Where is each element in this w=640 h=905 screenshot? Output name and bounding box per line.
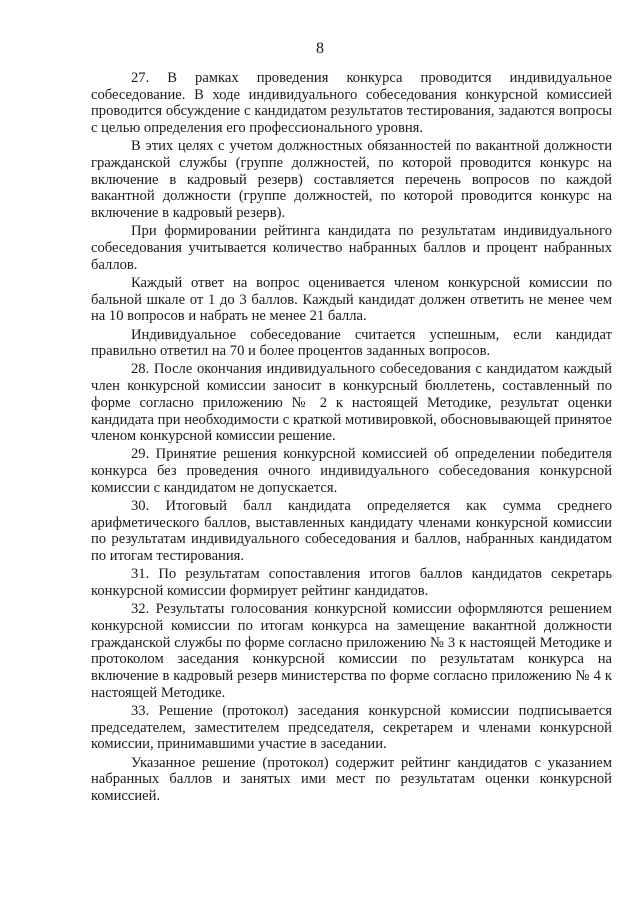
page-number: 8 bbox=[316, 40, 324, 57]
paragraph-29: 29. Принятие решения конкурсной комиссией об определении победителя конкурса без проведения очного индивидуального собеседования конкурсной комиссии с кандидатом не допускается. bbox=[91, 446, 612, 496]
paragraph-31: 31. По результатам сопоставления итогов баллов кандидатов секретарь конкурсной комиссии формирует рейтинг кандидатов. bbox=[91, 566, 612, 600]
paragraph-28: 28. После окончания индивидуального собеседования с кандидатом каждый член конкурсной комиссии заносит в конкурсный бюллетень, составленный по форме согласно приложению № 2 к настоящей Методике, результат оценки кандидата при необходимости с краткой мотивировкой, обосновывающей принятое членом конкурсной комиссии решение. bbox=[91, 361, 612, 445]
paragraph-success-criteria: Индивидуальное собеседование считается успешным, если кандидат правильно ответил на 70 и более процентов заданных вопросов. bbox=[91, 326, 612, 360]
paragraph-questions-list: В этих целях с учетом должностных обязанностей по вакантной должности гражданской службы (группе должностей, по которой проводится конкурс на включение в кадровый резерв) составляется перечень вопросов по каждой вакантной должности (группе должностей, по которой проводится конкурс на включение в кадровый резерв). bbox=[91, 138, 612, 222]
paragraph-32: 32. Результаты голосования конкурсной комиссии оформляются решением конкурсной комиссии по итогам конкурса на замещение вакантной должности гражданской службы по форме согласно приложению № 3 к настоящей Методике и протоколом заседания конкурсной комиссии по результатам конкурса на включение в кадровый резерв министерства по форме согласно приложению № 4 к настоящей Методике. bbox=[91, 601, 612, 701]
paragraph-33: 33. Решение (протокол) заседания конкурсной комиссии подписывается председателем, заместителем председателя, секретарем и членами конкурсной комиссии, принимавшими участие в заседании. bbox=[91, 703, 612, 753]
paragraph-30: 30. Итоговый балл кандидата определяется как сумма среднего арифметического баллов, выставленных кандидату членами конкурсной комиссии по результатам индивидуального собеседования и баллов, набранных кандидатом по итогам тестирования. bbox=[91, 498, 612, 565]
paragraph-rating-formation: При формировании рейтинга кандидата по результатам индивидуального собеседования учитывается количество набранных баллов и процент набранных баллов. bbox=[91, 223, 612, 273]
document-body bbox=[91, 70, 612, 806]
paragraph-decision-content: Указанное решение (протокол) содержит рейтинг кандидатов с указанием набранных баллов и занятых ими мест по результатам оценки конкурсной комиссией. bbox=[91, 754, 612, 805]
paragraph-27: 27. В рамках проведения конкурса проводится индивидуальное собеседование. В ходе индивидуального собеседования конкурсной комиссией проводится обсуждение с кандидатом результатов тестирования, задаются вопросы с целью определения его профессионального уровня. bbox=[91, 70, 612, 137]
paragraph-scoring-scale: Каждый ответ на вопрос оценивается членом конкурсной комиссии по бальной шкале от 1 до 3 баллов. Каждый кандидат должен ответить не менее чем на 10 вопросов и набрать не менее 21 балла. bbox=[91, 274, 612, 325]
